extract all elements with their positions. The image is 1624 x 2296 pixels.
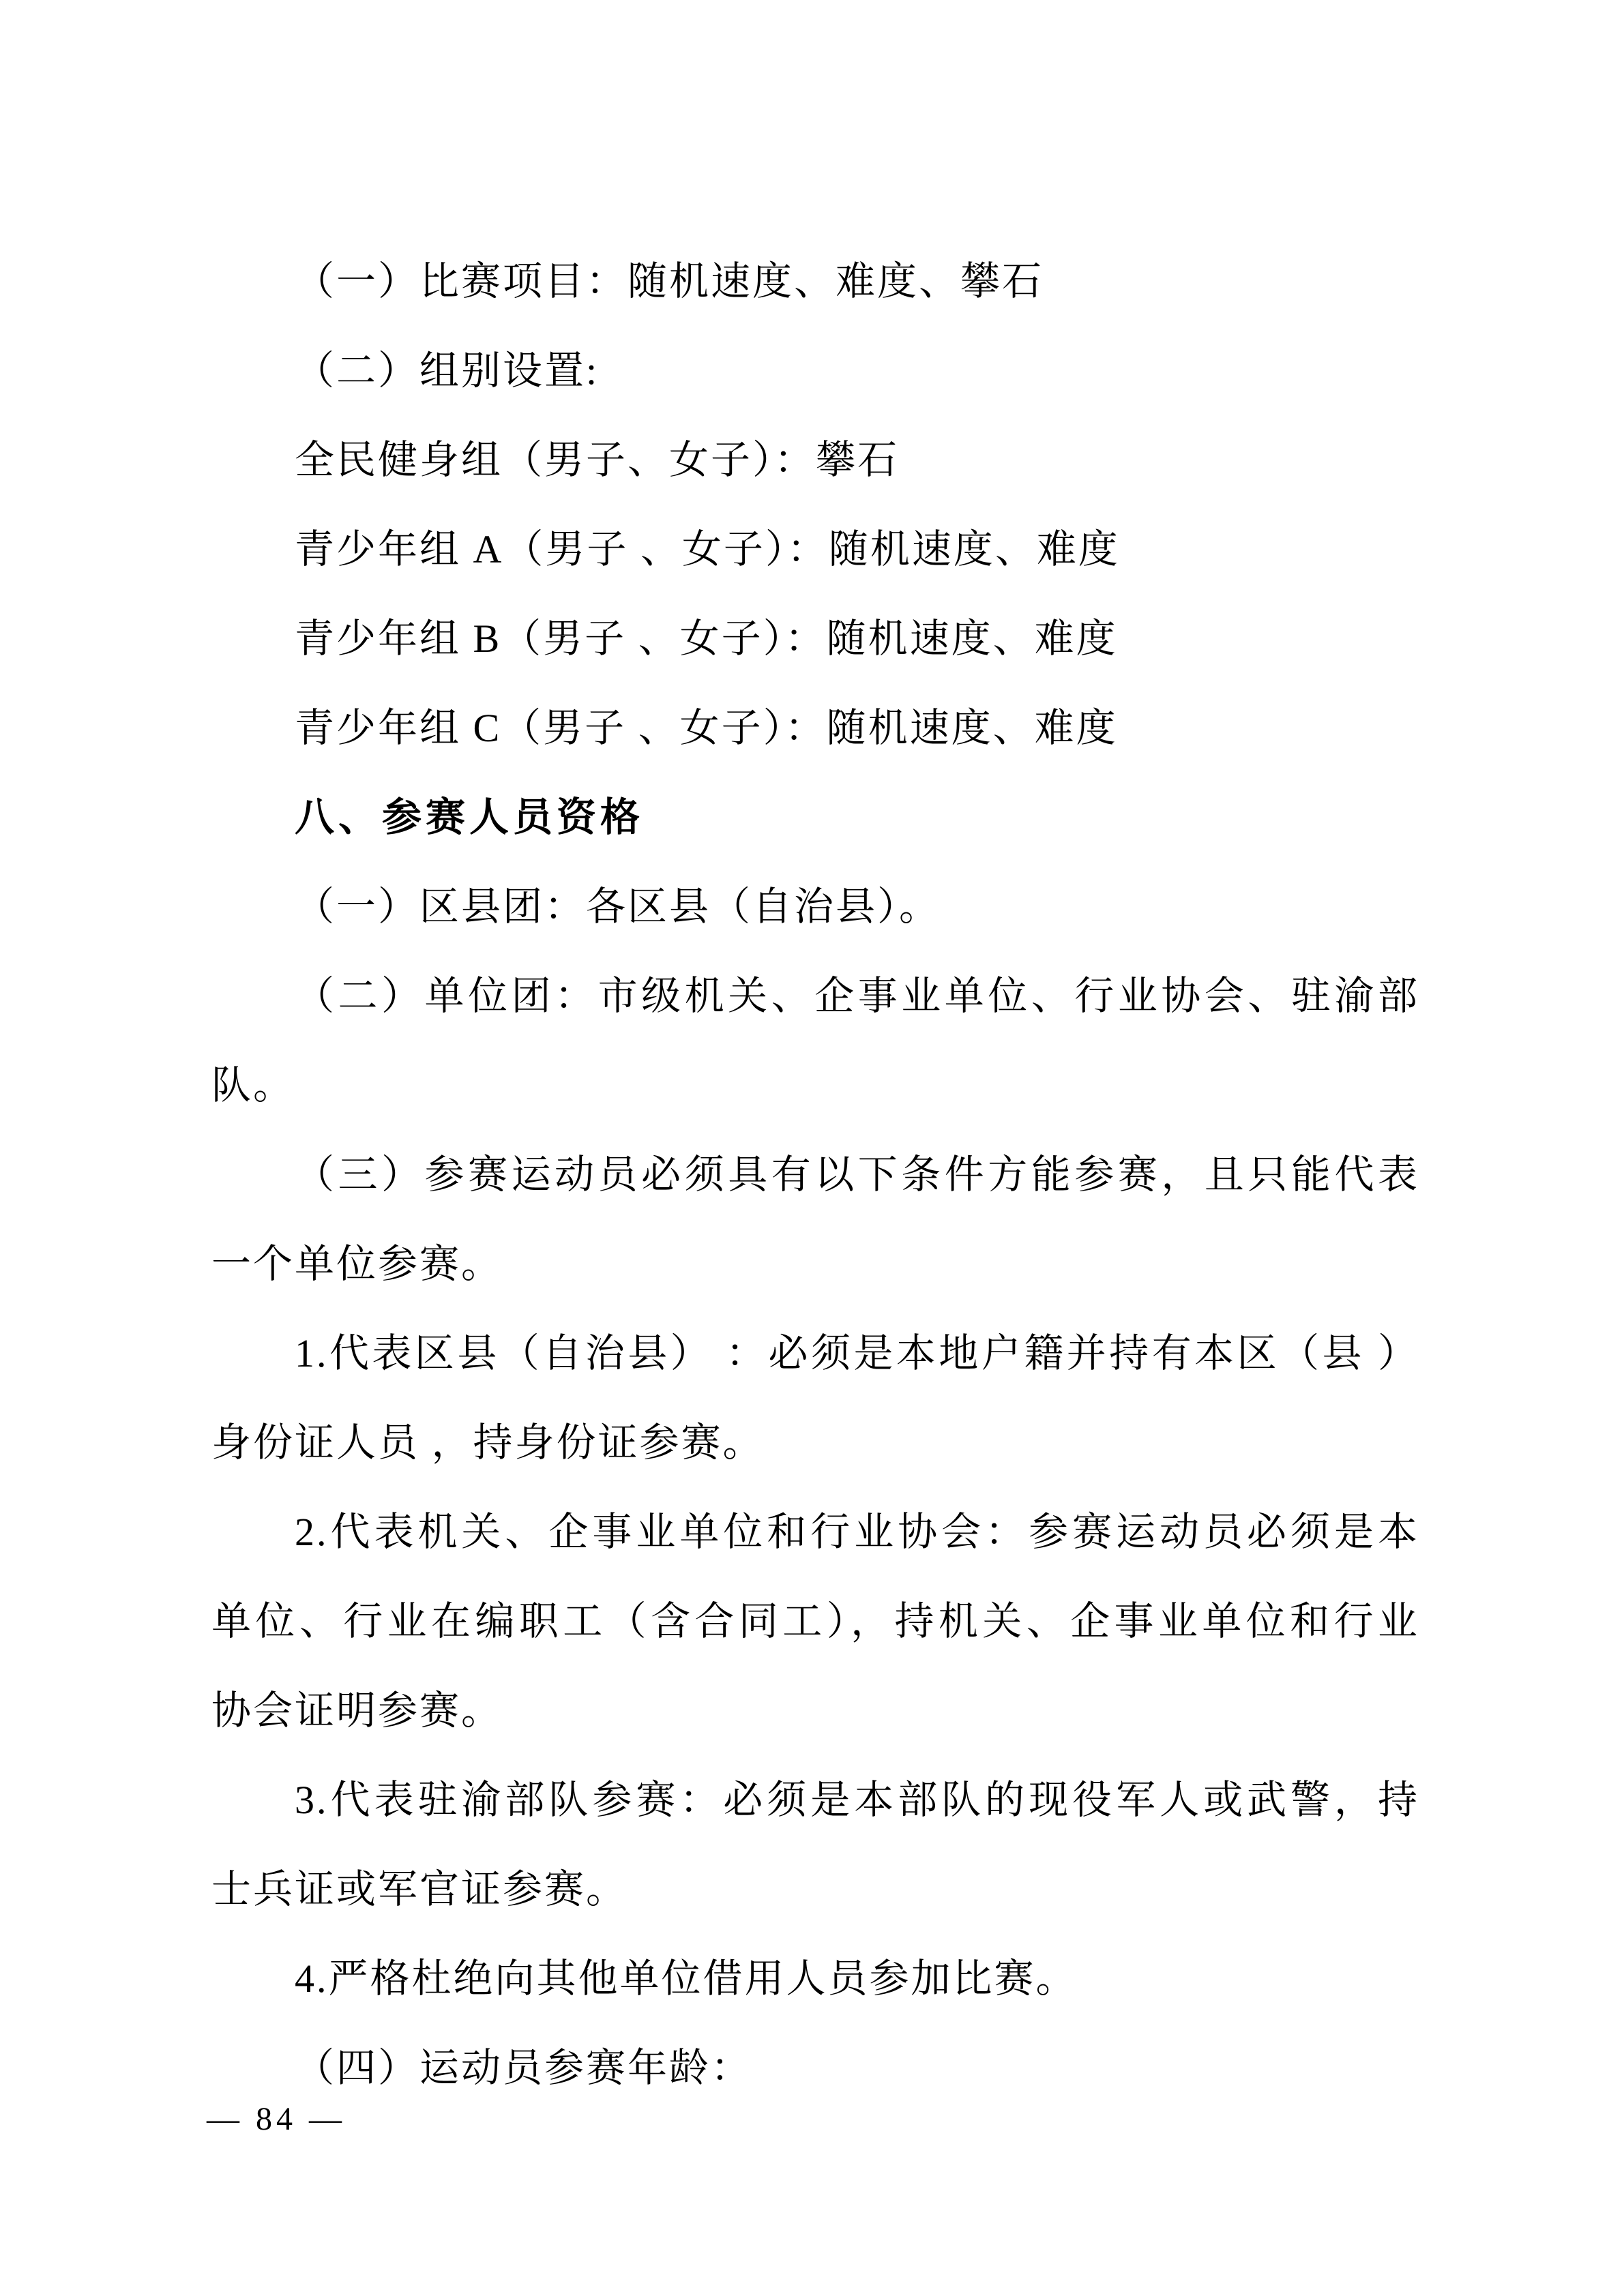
text-line: 身份证人员 ，持身份证参赛。: [211, 1420, 765, 1465]
text-line: （三）参赛运动员必须具有以下条件方能参赛，且只能代表: [295, 1152, 1419, 1197]
text-line: 单位、行业在编职工（含合同工），持机关、企事业单位和行业: [211, 1599, 1419, 1643]
text-line: 全民健身组（男子、女子）：攀石: [295, 438, 900, 482]
text-line: 青少年组 A（男子 、女子）：随机速度、难度: [295, 527, 1120, 571]
text-line: （四）运动员参赛年龄：: [295, 2046, 753, 2090]
text-line: 士兵证或军官证参赛。: [211, 1867, 628, 1911]
text-line: 2.代表机关、企事业单位和行业协会：参赛运动员必须是本: [295, 1510, 1419, 1554]
page-number: — 84 —: [207, 2101, 346, 2137]
text-line: 队。: [211, 1063, 295, 1107]
text-line: 协会证明参赛。: [211, 1688, 503, 1733]
text-line: 3.代表驻渝部队参赛：必须是本部队的现役军人或武警，持: [295, 1778, 1419, 1822]
text-line: 1.代表区县（自治县） ：必须是本地户籍并持有本区（县 ）: [295, 1331, 1419, 1375]
text-line: 青少年组 C（男子 、女子）：随机速度、难度: [295, 706, 1118, 750]
text-line: 一个单位参赛。: [211, 1242, 503, 1286]
text-line: 青少年组 B（男子 、女子）：随机速度、难度: [295, 616, 1118, 661]
document-body: [211, 237, 1419, 2113]
text-line: （二）单位团：市级机关、企事业单位、行业协会、驻渝部: [295, 974, 1419, 1018]
text-line: 4.严格杜绝向其他单位借用人员参加比赛。: [295, 1956, 1078, 2001]
text-line: （一）区县团：各区县（自治县）。: [295, 884, 941, 929]
text-line: （一）比赛项目：随机速度、难度、攀石: [295, 259, 1044, 303]
text-line: （二）组别设置:: [295, 348, 600, 393]
section-heading: 八、参赛人员资格: [295, 795, 645, 839]
